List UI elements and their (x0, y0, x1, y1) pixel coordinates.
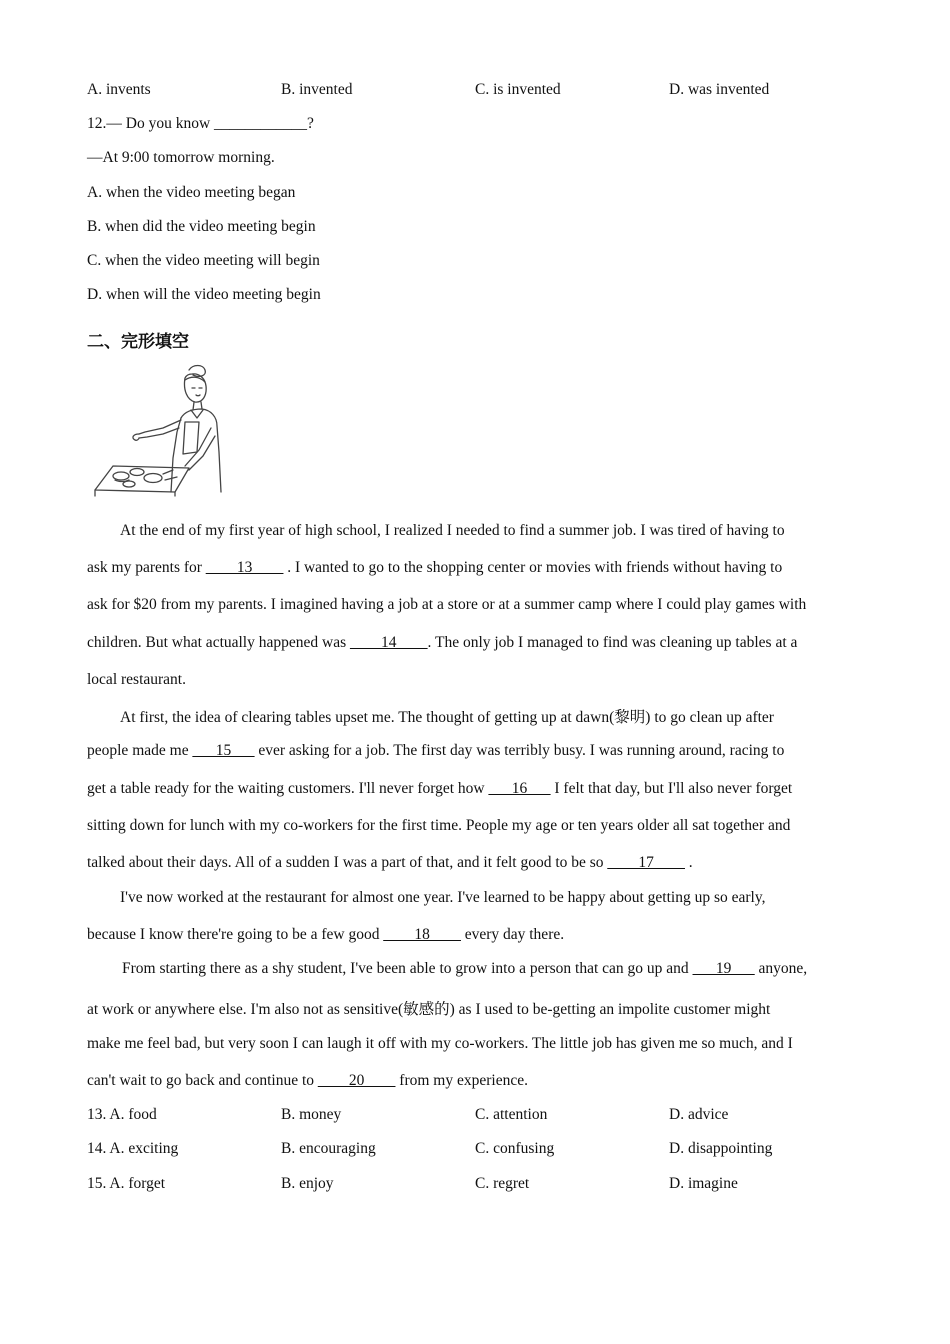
passage-line: can't wait to go back and continue to ____20____ from my experience. (87, 1072, 528, 1089)
q14-options (87, 1140, 867, 1162)
passage-line: because I know there're going to be a few good ____18____ every day there. (87, 926, 565, 943)
q14-option-d: D. disappointing (669, 1140, 773, 1157)
q15-options (87, 1175, 867, 1197)
blank-17: ____17____ (607, 854, 685, 871)
q12-question: 12.— Do you know ____________? (87, 115, 314, 132)
waitress-illustration (93, 362, 231, 497)
q15-option-d: D. imagine (669, 1175, 738, 1192)
q13-option-a: 13. A. food (87, 1106, 157, 1123)
q15-option-b: B. enjoy (281, 1175, 334, 1192)
q14-option-c: C. confusing (475, 1140, 555, 1157)
passage-line: talked about their days. All of a sudden I was a part of that, and it felt good to be so ____17____ . (87, 854, 693, 871)
q13-option-d: D. advice (669, 1106, 729, 1123)
q13-option-c: C. attention (475, 1106, 548, 1123)
blank-13: ____13____ (205, 559, 284, 576)
q13-option-b: B. money (281, 1106, 342, 1123)
q14-option-a: 14. A. exciting (87, 1140, 179, 1157)
blank-19: ___19___ (692, 960, 755, 977)
q12-option-d: D. when will the video meeting begin (87, 286, 321, 303)
q13-options (87, 1106, 867, 1128)
blank-20: ____20____ (317, 1072, 396, 1089)
passage-line: at work or anywhere else. I'm also not as sensitive(敏感的) as I used to be-getting an impolite customer might (87, 1001, 771, 1018)
blank-18: ____18____ (383, 926, 461, 943)
passage-line: get a table ready for the waiting customers. I'll never forget how ___16___ I felt that day, but I'll also never forget (87, 780, 793, 797)
q12-option-a: A. when the video meeting began (87, 184, 296, 201)
q15-option-c: C. regret (475, 1175, 530, 1192)
section-title: 二、完形填空 (87, 332, 189, 352)
q14-option-b: B. encouraging (281, 1140, 376, 1157)
passage-line: make me feel bad, but very soon I can laugh it off with my co-workers. The little job has given me so much, and I (87, 1035, 793, 1052)
passage-line: From starting there as a shy student, I've been able to grow into a person that can go up and ___19___ anyone, (122, 960, 808, 977)
q15-option-a: 15. A. forget (87, 1175, 166, 1192)
passage-line: sitting down for lunch with my co-workers for the first time. People my age or ten years older all sat together and (87, 817, 791, 834)
passage-line: local restaurant. (87, 671, 186, 688)
passage-line: children. But what actually happened was ____14____. The only job I managed to find was cleaning up tables at a (87, 634, 798, 651)
passage-line: At the end of my first year of high school, I realized I needed to find a summer job. I was tired of having to (120, 522, 785, 539)
passage-line: ask my parents for ____13____ . I wanted to go to the shopping center or movies with friends without having to (87, 559, 783, 576)
blank-16: ___16___ (488, 780, 551, 797)
blank-15: ___15___ (192, 742, 255, 759)
passage-line: ask for $20 from my parents. I imagined having a job at a store or at a summer camp where I could play games with (87, 596, 807, 613)
passage-line: people made me ___15___ ever asking for a job. The first day was terribly busy. I was running around, racing to (87, 742, 785, 759)
q11-option-d: D. was invented (669, 81, 770, 98)
q11-option-c: C. is invented (475, 81, 561, 98)
passage-line: At first, the idea of clearing tables upset me. The thought of getting up at dawn(黎明) to go clean up after (120, 709, 774, 726)
q11-option-a: A. invents (87, 81, 151, 98)
q12-option-c: C. when the video meeting will begin (87, 252, 320, 269)
q12-answer: —At 9:00 tomorrow morning. (87, 149, 275, 166)
blank-14: ____14____ (350, 634, 428, 651)
passage-line: I've now worked at the restaurant for almost one year. I've learned to be happy about getting up so early, (120, 889, 766, 906)
q11-options (87, 81, 867, 103)
q11-option-b: B. invented (281, 81, 353, 98)
q12-option-b: B. when did the video meeting begin (87, 218, 316, 235)
